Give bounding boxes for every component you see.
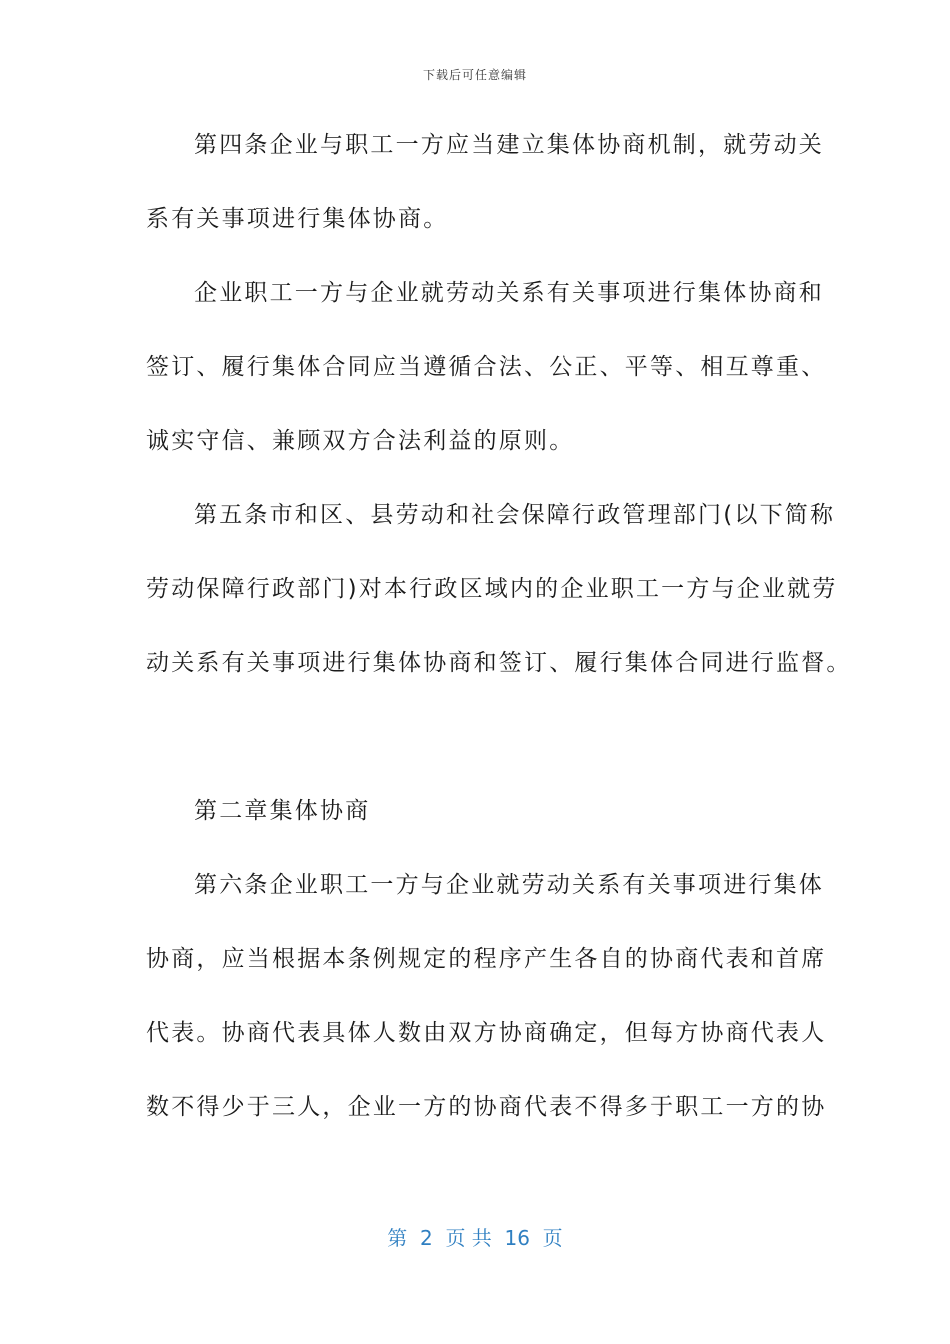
- paragraph-line: 第六条企业职工一方与企业就劳动关系有关事项进行集体: [194, 872, 824, 898]
- paragraph-line: 劳动保障行政部门)对本行政区域内的企业职工一方与企业就劳: [146, 576, 838, 602]
- paragraph-line: 第五条市和区、县劳动和社会保障行政管理部门(以下简称: [194, 502, 836, 528]
- paragraph-line: 第四条企业与职工一方应当建立集体协商机制，就劳动关: [194, 132, 824, 158]
- paragraph-line: 签订、履行集体合同应当遵循合法、公正、平等、相互尊重、: [146, 354, 827, 380]
- paragraph-line: 动关系有关事项进行集体协商和签订、履行集体合同进行监督。: [146, 650, 852, 676]
- paragraph-line: 系有关事项进行集体协商。: [146, 206, 449, 232]
- chapter-heading: 第二章集体协商: [194, 798, 371, 824]
- page-number-footer: 第 2 页 共 16 页: [387, 1226, 563, 1250]
- paragraph-line: 代表。协商代表具体人数由双方协商确定，但每方协商代表人: [146, 1020, 827, 1046]
- paragraph-line: 数不得少于三人，企业一方的协商代表不得多于职工一方的协: [146, 1094, 827, 1120]
- paragraph-line: 企业职工一方与企业就劳动关系有关事项进行集体协商和: [194, 280, 824, 306]
- document-body: [146, 122, 852, 1158]
- section-gap: [146, 714, 814, 788]
- paragraph-line: 诚实守信、兼顾双方合法利益的原则。: [146, 428, 575, 454]
- header-note: 下载后可任意编辑: [422, 68, 527, 82]
- paragraph-line: 协商，应当根据本条例规定的程序产生各自的协商代表和首席: [146, 946, 827, 972]
